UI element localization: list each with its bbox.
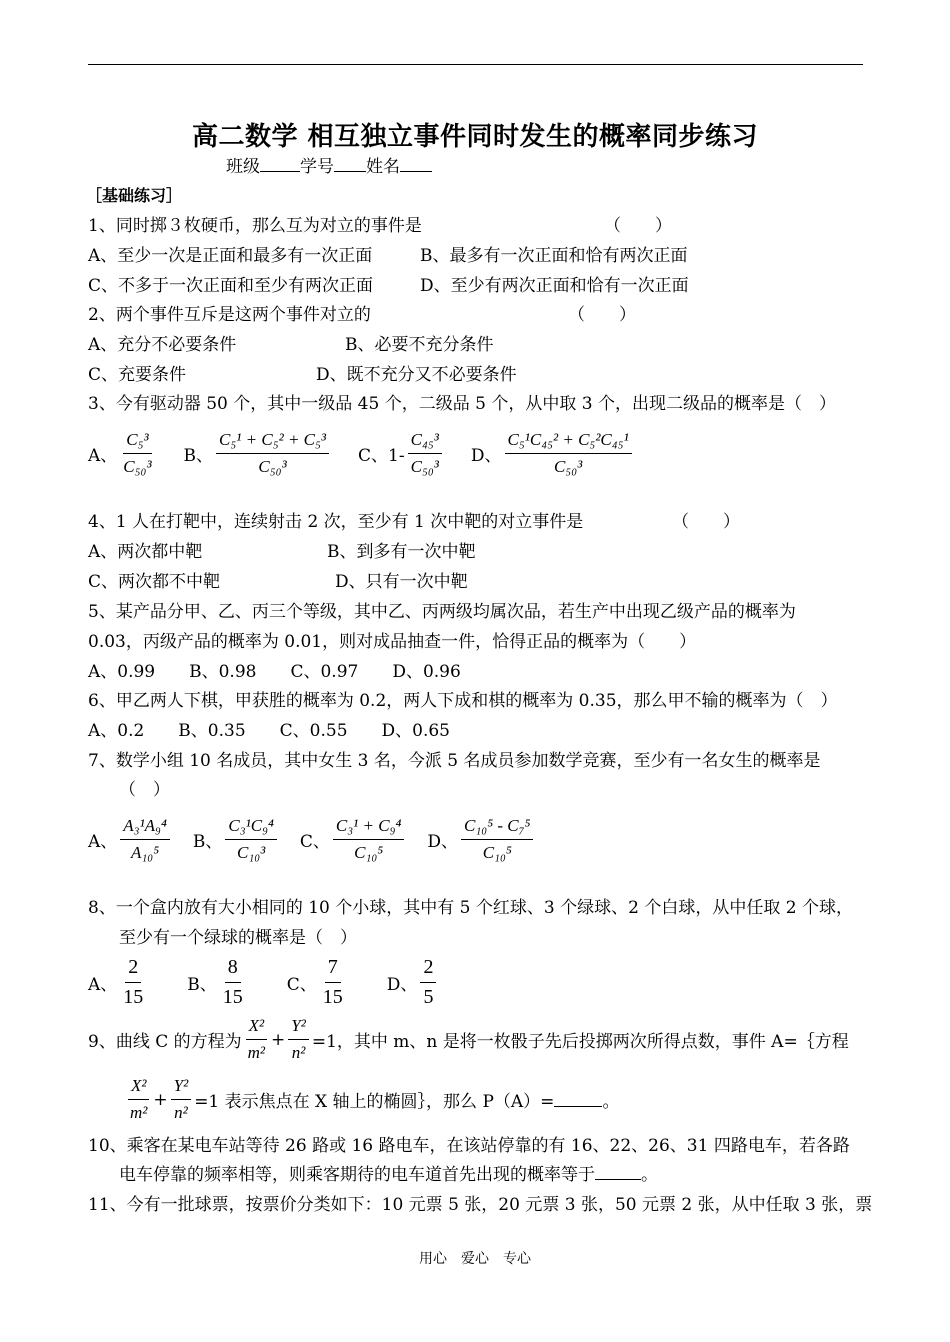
q7-option-c: C、 $\frac{\text{C₃¹ + C₉⁴}}{\text{C₁₀⁵}}$ [300,816,408,863]
q8-stem-line2: 至少有一个绿球的概率是（ ） [119,928,357,948]
q8-option-b: B、 $\frac{8}{15}$ [187,956,249,1009]
q10-stem-line2: 电车停靠的频率相等，则乘客期待的电车道首先出现的概率等于 。 [119,1165,658,1185]
q3-stem: 3、今有驱动器 50 个，其中一级品 45 个，二级品 5 个，从中取 3 个，出现二级品的概率是（ ） [88,394,836,414]
name-label: 姓名 [366,157,400,177]
q1-option-b: B、最多有一次正面和恰有两次正面 [420,246,688,266]
q1-answer-paren: （ ） [604,216,672,236]
q7-answer-paren: （ ） [119,780,170,800]
q8-d-fraction: $\frac{2}{5}$ [420,956,436,1009]
q9-plus: + [271,1029,286,1050]
q8-option-d: D、 $\frac{2}{5}$ [387,956,440,1009]
q2-stem: 2、两个事件互斥是这两个事件对立的 [88,305,371,325]
q9-plus-2: + [153,1089,168,1110]
q3-options [88,430,661,477]
q10-answer-blank[interactable] [595,1165,641,1180]
q9-end: 。 [602,1092,620,1112]
q10-stem-line1: 10、乘客在某电车站等待 26 路或 16 路电车，在该站停靠的有 16、22、26、31 四路电车，若各路 [88,1136,850,1156]
name-blank[interactable] [400,157,432,172]
q3-c-fraction: $\frac{\text{C₄₅³}}{\text{C₅₀³}}$ [408,430,442,477]
q2-answer-paren: （ ） [568,305,636,325]
q3-b-fraction: $\frac{\text{C₅¹ + C₅² + C₅³}}{\text{C₅₀³}}$ [216,430,329,477]
q6-options: A、0.2 B、0.35 C、0.55 D、0.65 [88,721,450,741]
class-label: 班级 [226,157,260,177]
q7-option-b: B、 $\frac{\text{C₃¹C₉⁴}}{\text{C₁₀³}}$ [193,816,280,863]
class-blank[interactable] [260,157,300,172]
q3-option-b: B、 $\frac{\text{C₅¹ + C₅² + C₅³}}{\text{C₅₀³}}$ [184,430,332,477]
q7-option-a: A、 $\frac{\text{A₃¹A₉⁴}}{\text{A₁₀⁵}}$ [88,816,173,863]
q7-a-fraction: $\frac{\text{A₃¹A₉⁴}}{\text{A₁₀⁵}}$ [120,816,170,863]
q9-lead: 9、曲线 C 的方程为 [88,1032,242,1052]
q7-b-fraction: $\frac{\text{C₃¹C₉⁴}}{\text{C₁₀³}}$ [225,816,277,863]
q4-answer-paren: （ ） [672,512,740,532]
q9-tail2: =1 表示焦点在 X 轴上的椭圆｝，那么 P（A）= [194,1092,555,1112]
q3-d-fraction: $\frac{\text{C₅¹C₄₅² + C₅²C₄₅¹}}{\text{C₅₀³}}$ [505,430,632,477]
q2-option-b: B、必要不充分条件 [345,335,494,355]
q3-a-fraction: $\frac{\text{C₅³}}{\text{C₅₀³}}$ [123,430,152,476]
q5-stem-line1: 5、某产品分甲、乙、丙三个等级，其中乙、丙两级均属次品，若生产中出现乙级产品的概率为 [88,602,796,622]
q7-d-fraction: $\frac{\text{C₁₀⁵ - C₇⁵}}{\text{C₁₀⁵}}$ [461,816,533,863]
q2-option-c: C、充要条件 [88,365,187,385]
q8-c-fraction: $\frac{7}{15}$ [322,956,343,1008]
q8-option-a: A、 $\frac{2}{15}$ [88,956,149,1009]
q3-option-d: D、 $\frac{\text{C₅¹C₄₅² + C₅²C₄₅¹}}{\text{C₅₀³}}$ [471,430,635,477]
q5-options: A、0.99 B、0.98 C、0.97 D、0.96 [88,662,461,682]
q4-option-a: A、两次都中靶 [88,542,203,562]
q2-option-d: D、既不充分又不必要条件 [316,365,517,385]
q8-options [88,956,465,1009]
q4-option-b: B、到多有一次中靶 [327,542,476,562]
header-rule [88,64,863,65]
q9-x-fraction-2: $\frac{\text{X²}}{\text{m²}}$ [127,1076,150,1123]
q8-a-fraction: $\frac{2}{15}$ [123,956,144,1008]
section-title: ［基础练习］ [86,186,183,205]
q4-option-c: C、两次都不中靶 [88,572,221,592]
q9-y-fraction: $\frac{\text{Y²}}{\text{n²}}$ [288,1016,309,1063]
q7-option-d: D、 $\frac{\text{C₁₀⁵ - C₇⁵}}{\text{C₁₀⁵}}$ [427,816,536,863]
id-label: 学号 [300,157,334,177]
q7-options [88,816,562,863]
q9-answer-blank[interactable] [554,1092,602,1107]
q3-option-a: A、 $\frac{\text{C₅³}}{\text{C₅₀³}}$ [88,430,158,477]
page-title: 高二数学 相互独立事件同时发生的概率同步练习 [191,122,759,152]
q1-stem: 1、同时掷３枚硬币，那么互为对立的事件是 [88,216,422,236]
q9-tail1: =1，其中 m、n 是将一枚骰子先后投掷两次所得点数，事件 A=｛方程 [311,1032,849,1052]
q9-y-fraction-2: $\frac{\text{Y²}}{\text{n²}}$ [171,1076,192,1123]
q4-option-d: D、只有一次中靶 [335,572,468,592]
q9-x-fraction: $\frac{\text{X²}}{\text{m²}}$ [245,1016,268,1063]
q2-option-a: A、充分不必要条件 [88,335,237,355]
q8-option-c: C、 $\frac{7}{15}$ [287,956,349,1009]
page-footer: 用心 爱心 专心 [419,1251,531,1267]
q1-option-c: C、不多于一次正面和至少有两次正面 [88,276,374,296]
q1-option-a: A、至少一次是正面和最多有一次正面 [88,246,373,266]
q4-stem: 4、1 人在打靶中，连续射击 2 次，至少有 1 次中靶的对立事件是 [88,512,584,532]
id-blank[interactable] [334,157,366,172]
q1-option-d: D、至少有两次正面和恰有一次正面 [420,276,689,296]
q9-line2 [124,1076,619,1123]
q7-stem: 7、数学小组 10 名成员，其中女生 3 名，今派 5 名成员参加数学竞赛，至少有一名女生的概率是 [88,751,821,771]
q7-c-fraction: $\frac{\text{C₃¹ + C₉⁴}}{\text{C₁₀⁵}}$ [333,816,404,863]
q6-stem: 6、甲乙两人下棋，甲获胜的概率为 0.2，两人下成和棋的概率为 0.35，那么甲不输的概率为（ ） [88,691,838,711]
q9-line1 [88,1016,849,1063]
q5-stem-line2: 0.03，丙级产品的概率为 0.01，则对成品抽查一件，恰得正品的概率为（ ） [88,632,697,652]
q3-option-c: C、1- $\frac{\text{C₄₅³}}{\text{C₅₀³}}$ [358,430,445,477]
student-info-line [226,157,432,177]
q8-b-fraction: $\frac{8}{15}$ [222,956,243,1008]
q8-stem-line1: 8、一个盒内放有大小相同的 10 个小球，其中有 5 个红球、3 个绿球、2 个白球，从中任取 2 个球， [88,898,853,918]
q11-stem-line1: 11、今有一批球票，按票价分类如下：10 元票 5 张，20 元票 3 张，50 元票 2 张，从中任取 3 张，票 [88,1195,873,1215]
